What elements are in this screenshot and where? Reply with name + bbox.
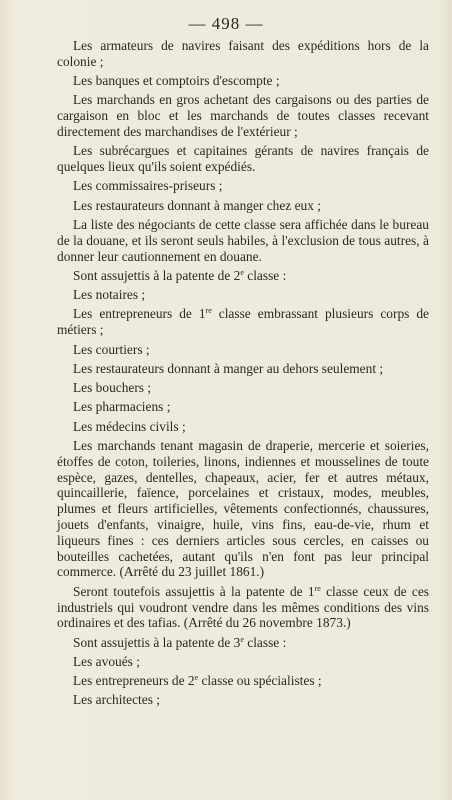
paragraph-text: Les banques et comptoirs d'escompte ;: [73, 73, 280, 89]
paragraph: [57, 306, 429, 338]
paragraph-text: Les médecins civils ;: [73, 418, 186, 434]
paragraph-text: Les pharmaciens ;: [73, 399, 171, 415]
paragraph: [57, 692, 429, 708]
page-number: — 498 —: [188, 14, 264, 33]
paragraph-text: Seront toutefois assujettis à la patente de 1: [73, 583, 315, 599]
paragraph-text: Les courtiers ;: [73, 341, 150, 357]
paragraph-text: Les entrepreneurs de 2: [73, 673, 195, 689]
paragraph: [57, 287, 429, 303]
paragraph-text-continued: classe :: [243, 267, 287, 283]
ordinal-superscript: e: [194, 673, 199, 683]
paragraph-text: Les entrepreneurs de 1: [73, 306, 206, 322]
ordinal-superscript: re: [205, 306, 212, 316]
paragraph-text: La liste des négociants de cette classe sera affichée dans le bureau de la douane, et ils seront seuls habiles, à l'exclusion de tous autres, à donner leur cautionnement en douane.: [57, 216, 429, 264]
page-body-text: [57, 38, 429, 712]
paragraph: [57, 399, 429, 415]
paragraph: [57, 419, 429, 435]
paragraph-text: Les commissaires-priseurs ;: [73, 178, 223, 194]
paragraph: [57, 380, 429, 396]
paragraph-text-continued: classe embrassant plusieurs corps de métiers ;: [57, 306, 429, 338]
paragraph-text: Les marchands tenant magasin de draperie, mercerie et soieries, étoffes de coton, toileries, linons, indiennes et mousselines de toute espèce, gazes, dentelles, chapeaux, acier, fer et autres métaux, quincaillerie, faïence, porcelaines et cristaux, modes, meubles, plumes et fleurs artificielles, vêtements confectionnés, chaussures, jouets d'enfants, vinaigre, huile, vins fins, eau-de-vie, rhum et liqueurs fines : ces derniers articles sous cercles, en caisses ou bouteilles cachetées, autant qu'ils n'en font pas leur principal commerce. (Arrêté du 23 juillet 1861.): [57, 438, 429, 580]
paragraph: [57, 92, 429, 139]
paragraph: [57, 673, 429, 689]
paragraph-text: Sont assujettis à la patente de 2: [73, 267, 241, 283]
paragraph: [57, 342, 429, 358]
paragraph: [57, 38, 429, 70]
paragraph-text: Les bouchers ;: [73, 380, 152, 396]
paragraph: [57, 268, 429, 284]
ordinal-superscript: e: [240, 267, 244, 277]
ordinal-superscript: e: [240, 634, 244, 644]
paragraph-text: Les restaurateurs donnant à manger au dehors seulement ;: [73, 360, 384, 376]
paragraph-text: Les architectes ;: [73, 692, 160, 708]
paragraph: [57, 178, 429, 194]
paragraph: [57, 438, 429, 580]
paragraph: [57, 73, 429, 89]
paragraph-text: Les marchands en gros achetant des cargaisons ou des parties de cargaison en bloc et les marchands de toutes classes recevant directement des marchandises de l'extérieur ;: [57, 92, 429, 139]
paragraph-text: Les avoués ;: [73, 653, 140, 669]
paragraph-text: Les restaurateurs donnant à manger chez eux ;: [73, 197, 321, 213]
paragraph-text-continued: classe :: [243, 634, 287, 650]
paragraph: [57, 143, 429, 175]
paragraph-text: Les subrécargues et capitaines gérants de navires français de quelques lieux qu'ils soient expédiés.: [57, 143, 429, 175]
paragraph: [57, 198, 429, 214]
ordinal-superscript: re: [314, 583, 321, 593]
paragraph: [57, 654, 429, 670]
paragraph-text: Sont assujettis à la patente de 3: [73, 634, 241, 650]
paragraph-text-continued: classe ou spécialistes ;: [198, 673, 322, 689]
paragraph: [57, 584, 429, 631]
paragraph: [57, 635, 429, 651]
paragraph-text-continued: classe ceux de ces industriels qui voudront vendre dans les mêmes conditions des vins ordinaires et des tafias. (Arrêté du 26 novembre 1873.): [57, 583, 429, 631]
paragraph-text: Les armateurs de navires faisant des expéditions hors de la colonie ;: [57, 38, 429, 69]
paragraph-text: Les notaires ;: [73, 287, 146, 303]
paragraph: [57, 361, 429, 377]
paragraph: [57, 217, 429, 264]
